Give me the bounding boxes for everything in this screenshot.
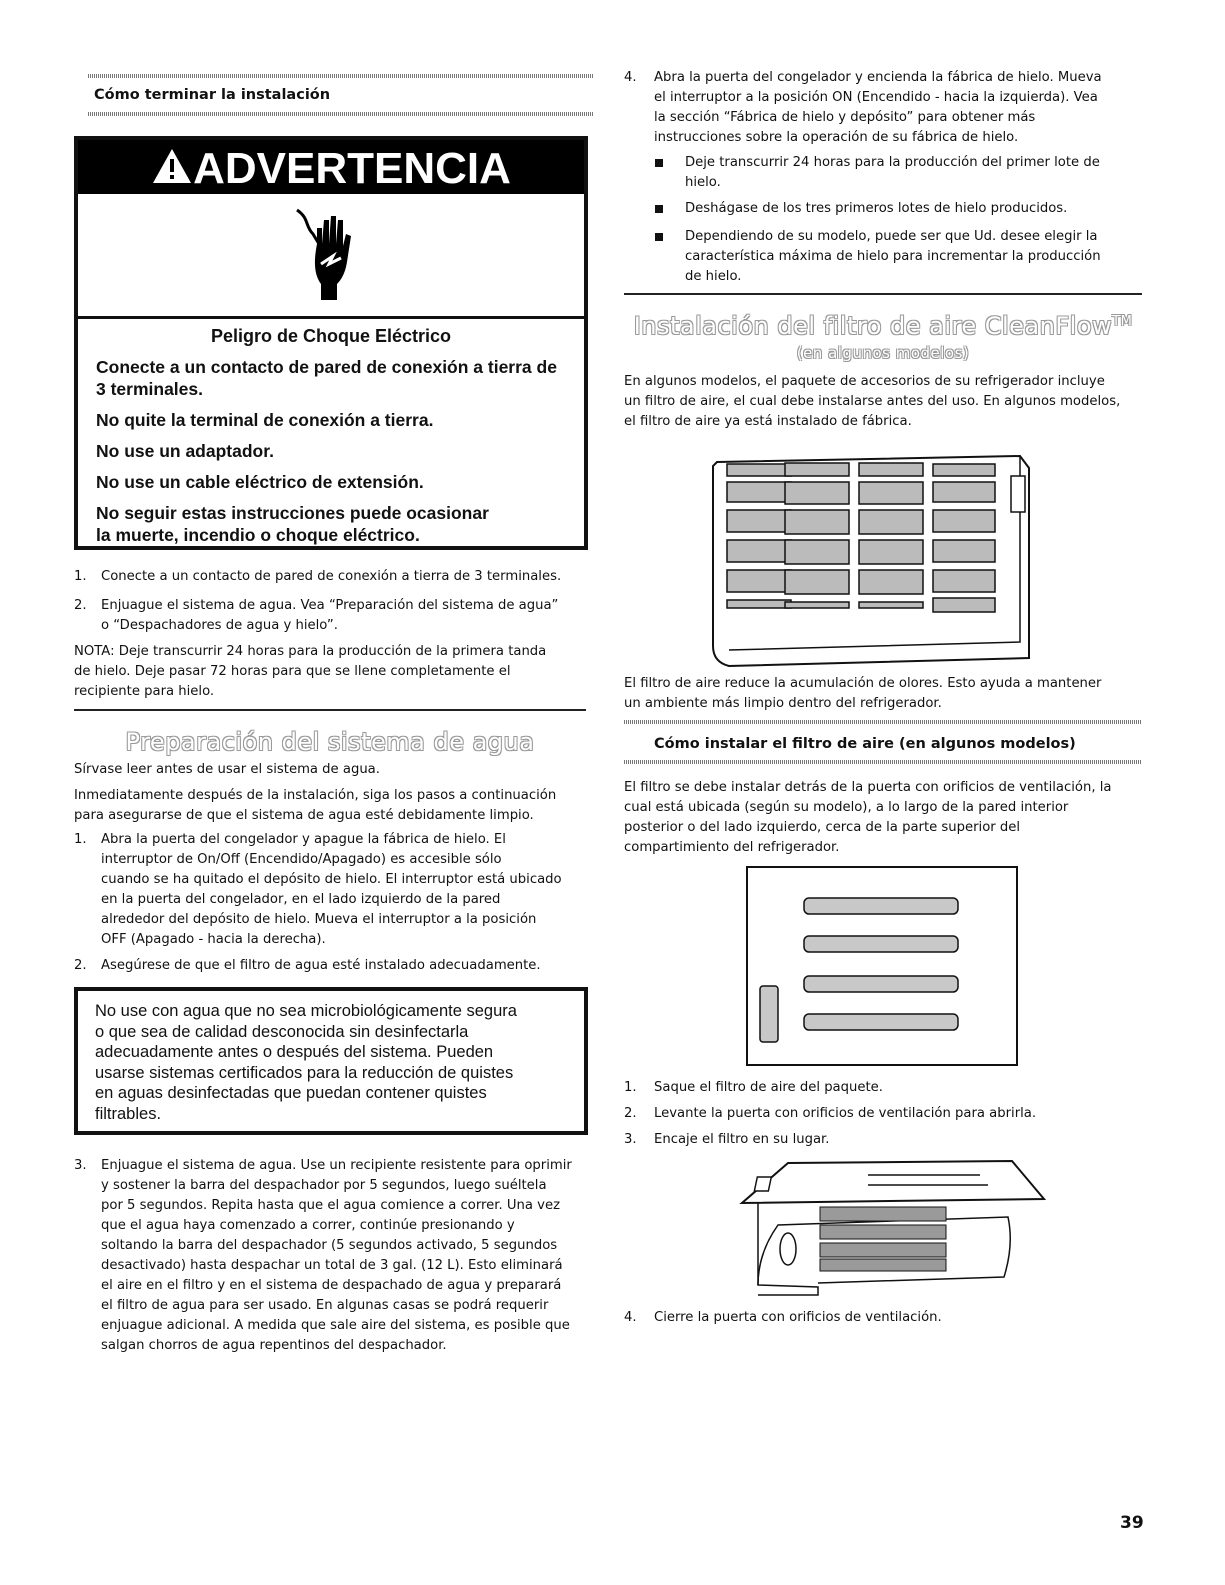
air-filter-illustration	[705, 446, 1035, 672]
step-line: Enjuague el sistema de agua. Vea “Preparación del sistema de agua”	[101, 598, 559, 613]
warning-lines	[96, 356, 576, 546]
install-heading: Cómo instalar el filtro de aire (en algunos modelos)	[654, 736, 1076, 752]
intro-line: un filtro de aire, el cual debe instalarse antes del uso. En algunos modelos,	[624, 394, 1121, 409]
step-line: el aire en el filtro y en el sistema de despachado de agua y preparará	[101, 1278, 562, 1293]
water-step	[74, 956, 594, 976]
bullet-line: Deje transcurrir 24 horas para la producción del primer lote de	[685, 155, 1100, 170]
install-step	[624, 1308, 1154, 1328]
step-line: alrededor del depósito de hielo. Mueva el interruptor a la posición	[101, 912, 537, 927]
warning-line: No quite la terminal de conexión a tierra.	[96, 410, 434, 430]
step-number: 3.	[74, 1158, 87, 1173]
warning-line: No use un adaptador.	[96, 441, 274, 461]
page-number: 39	[1120, 1513, 1144, 1533]
caution-line: No use con agua que no sea microbiológicamente segura	[95, 1002, 517, 1020]
install-intro	[624, 778, 1154, 858]
warning-triangle-icon	[151, 142, 193, 200]
caption-line: un ambiente más limpio dentro del refrigerador.	[624, 696, 942, 711]
step-number: 2.	[624, 1106, 637, 1121]
install-step	[624, 1130, 1154, 1150]
section-rule-bottom	[624, 760, 1142, 764]
bullet-line: de hielo.	[685, 269, 742, 284]
step-line: Enjuague el sistema de agua. Use un recipiente resistente para oprimir	[101, 1158, 572, 1173]
note	[74, 642, 594, 702]
caution-line: o que sea de calidad desconocida sin desinfectarla	[95, 1022, 469, 1041]
warning-title: ADVERTENCIA	[193, 144, 511, 193]
caution-line: adecuadamente antes o después del sistema. Pueden	[95, 1043, 494, 1061]
caption-line: El filtro de aire reduce la acumulación de olores. Esto ayuda a mantener	[624, 676, 1102, 691]
water-step	[74, 1156, 594, 1356]
intro-line: para asegurarse de que el sistema de agua esté debidamente limpio.	[74, 808, 534, 823]
step-line: que el agua haya comenzado a correr, continúe presionando y	[101, 1218, 515, 1233]
install-step	[74, 596, 594, 636]
air-section-title	[624, 312, 1142, 340]
section-divider	[624, 293, 1142, 295]
section-divider	[74, 709, 586, 711]
trademark: TM	[1112, 314, 1133, 329]
step-line: o “Despachadores de agua y hielo”.	[101, 618, 338, 633]
shock-icon	[78, 194, 584, 319]
bullet-icon	[655, 205, 663, 213]
warning-box	[74, 136, 588, 550]
step-number: 1.	[624, 1080, 637, 1095]
water-section-title: Preparación del sistema de agua	[125, 728, 535, 756]
step-line: en la puerta del congelador, en el lado izquierdo de la pared	[101, 892, 501, 907]
snap-in-illustration	[718, 1155, 1050, 1305]
note-line: recipiente para hielo.	[74, 684, 215, 699]
step-number: 1.	[74, 832, 87, 847]
step-line: instrucciones sobre la operación de su fábrica de hielo.	[654, 130, 1019, 145]
bullet-item	[655, 227, 1155, 287]
step-number: 1.	[74, 569, 87, 584]
air-title-text: Instalación del filtro de aire CleanFlow	[633, 312, 1113, 340]
bullet-icon	[655, 233, 663, 241]
ice-step	[624, 68, 1154, 148]
air-section-subtitle: (en algunos modelos)	[796, 344, 970, 362]
step-line: Saque el filtro de aire del paquete.	[654, 1080, 883, 1095]
step-line: Cierre la puerta con orificios de ventilación.	[654, 1310, 942, 1325]
intro-line: Inmediatamente después de la instalación, siga los pasos a continuación	[74, 788, 557, 803]
step-line: la sección “Fábrica de hielo y depósito” para obtener más	[654, 110, 1036, 125]
caution-line: en aguas desinfectadas que puedan contener quistes	[95, 1084, 487, 1102]
step-line: salgan chorros de agua repentinos del despachador.	[101, 1338, 447, 1353]
warning-header	[78, 140, 584, 194]
air-intro	[624, 372, 1154, 432]
section-rule-top	[88, 74, 593, 78]
section-rule-top	[624, 720, 1142, 724]
step-number: 2.	[74, 958, 87, 973]
warning-line: la muerte, incendio o choque eléctrico.	[96, 525, 420, 545]
bullet-line: Dependiendo de su modelo, puede ser que Ud. desee elegir la	[685, 229, 1098, 244]
section-rule-bottom	[88, 112, 593, 116]
step-line: por 5 segundos. Repita hasta que el agua comience a correr. Una vez	[101, 1198, 561, 1213]
step-line: cuando se ha quitado el depósito de hielo. El interruptor está ubicado	[101, 872, 562, 887]
step-line: el interruptor a la posición ON (Encendido - hacia la izquierda). Vea	[654, 90, 1098, 105]
step-line: Levante la puerta con orificios de ventilación para abrirla.	[654, 1106, 1037, 1121]
step-number: 4.	[624, 1310, 637, 1325]
intro-line: cual está ubicada (según su modelo), a lo largo de la pared interior	[624, 800, 1069, 815]
step-line: Abra la puerta del congelador y encienda la fábrica de hielo. Mueva	[654, 70, 1102, 85]
bullet-item	[655, 199, 1155, 219]
step-line: Conecte a un contacto de pared de conexión a tierra de 3 terminales.	[101, 569, 562, 584]
hazard-title: Peligro de Choque Eléctrico	[210, 326, 452, 346]
step-line: y sostener la barra del despachador por 5 segundos, luego suéltela	[101, 1178, 547, 1193]
install-step	[624, 1104, 1154, 1124]
step-line: el filtro de agua para ser usado. En algunas casas se podrá requerir	[101, 1298, 549, 1313]
intro-line: compartimiento del refrigerador.	[624, 840, 840, 855]
vent-door-illustration	[746, 866, 1020, 1072]
install-step	[624, 1078, 1154, 1098]
bullet-line: hielo.	[685, 175, 721, 190]
note-label: NOTA:	[74, 644, 115, 659]
intro-line: Sírvase leer antes de usar el sistema de agua.	[74, 762, 380, 777]
bullet-line: Deshágase de los tres primeros lotes de hielo producidos.	[685, 201, 1068, 216]
intro-line: posterior o del lado izquierdo, cerca de la parte superior del	[624, 820, 1021, 835]
finish-heading: Cómo terminar la instalación	[94, 87, 331, 103]
caution-line: usarse sistemas certificados para la reducción de quistes	[95, 1063, 514, 1082]
step-line: soltando la barra del despachador (5 segundos activado, 5 segundos	[101, 1238, 558, 1253]
step-line: Encaje el filtro en su lugar.	[654, 1132, 830, 1147]
warning-line: No use un cable eléctrico de extensión.	[96, 472, 424, 492]
caution-box	[74, 987, 588, 1135]
warning-line: 3 terminales.	[96, 379, 203, 399]
step-number: 3.	[624, 1132, 637, 1147]
step-line: OFF (Apagado - hacia la derecha).	[101, 932, 326, 947]
install-step	[74, 567, 594, 587]
air-caption	[624, 674, 1154, 714]
water-step	[74, 830, 594, 950]
step-number: 4.	[624, 70, 637, 85]
step-line: desactivado) hasta despachar un total de 3 gal. (12 L). Esto eliminará	[101, 1258, 563, 1273]
intro-line: El filtro se debe instalar detrás de la puerta con orificios de ventilación, la	[624, 780, 1112, 795]
step-line: Abra la puerta del congelador y apague la fábrica de hielo. El	[101, 832, 506, 847]
water-intro	[74, 760, 594, 826]
step-line: enjuague adicional. A medida que sale aire del sistema, es posible que	[101, 1318, 570, 1333]
warning-line: Conecte a un contacto de pared de conexión a tierra de	[96, 357, 557, 377]
bullet-line: característica máxima de hielo para incrementar la producción	[685, 249, 1101, 264]
bullet-item	[655, 153, 1155, 193]
note-line: de hielo. Deje pasar 72 horas para que se llene completamente el	[74, 664, 511, 679]
step-line: interruptor de On/Off (Encendido/Apagado) es accesible sólo	[101, 852, 502, 867]
intro-line: En algunos modelos, el paquete de accesorios de su refrigerador incluye	[624, 374, 1105, 389]
step-line: Asegúrese de que el filtro de agua esté instalado adecuadamente.	[101, 958, 541, 973]
note-line: Deje transcurrir 24 horas para la producción de la primera tanda	[114, 644, 547, 659]
warning-line: No seguir estas instrucciones puede ocasionar	[96, 503, 489, 523]
bullet-icon	[655, 159, 663, 167]
caution-line: filtrables.	[95, 1104, 162, 1123]
step-number: 2.	[74, 598, 87, 613]
intro-line: el filtro de aire ya está instalado de fábrica.	[624, 414, 912, 429]
